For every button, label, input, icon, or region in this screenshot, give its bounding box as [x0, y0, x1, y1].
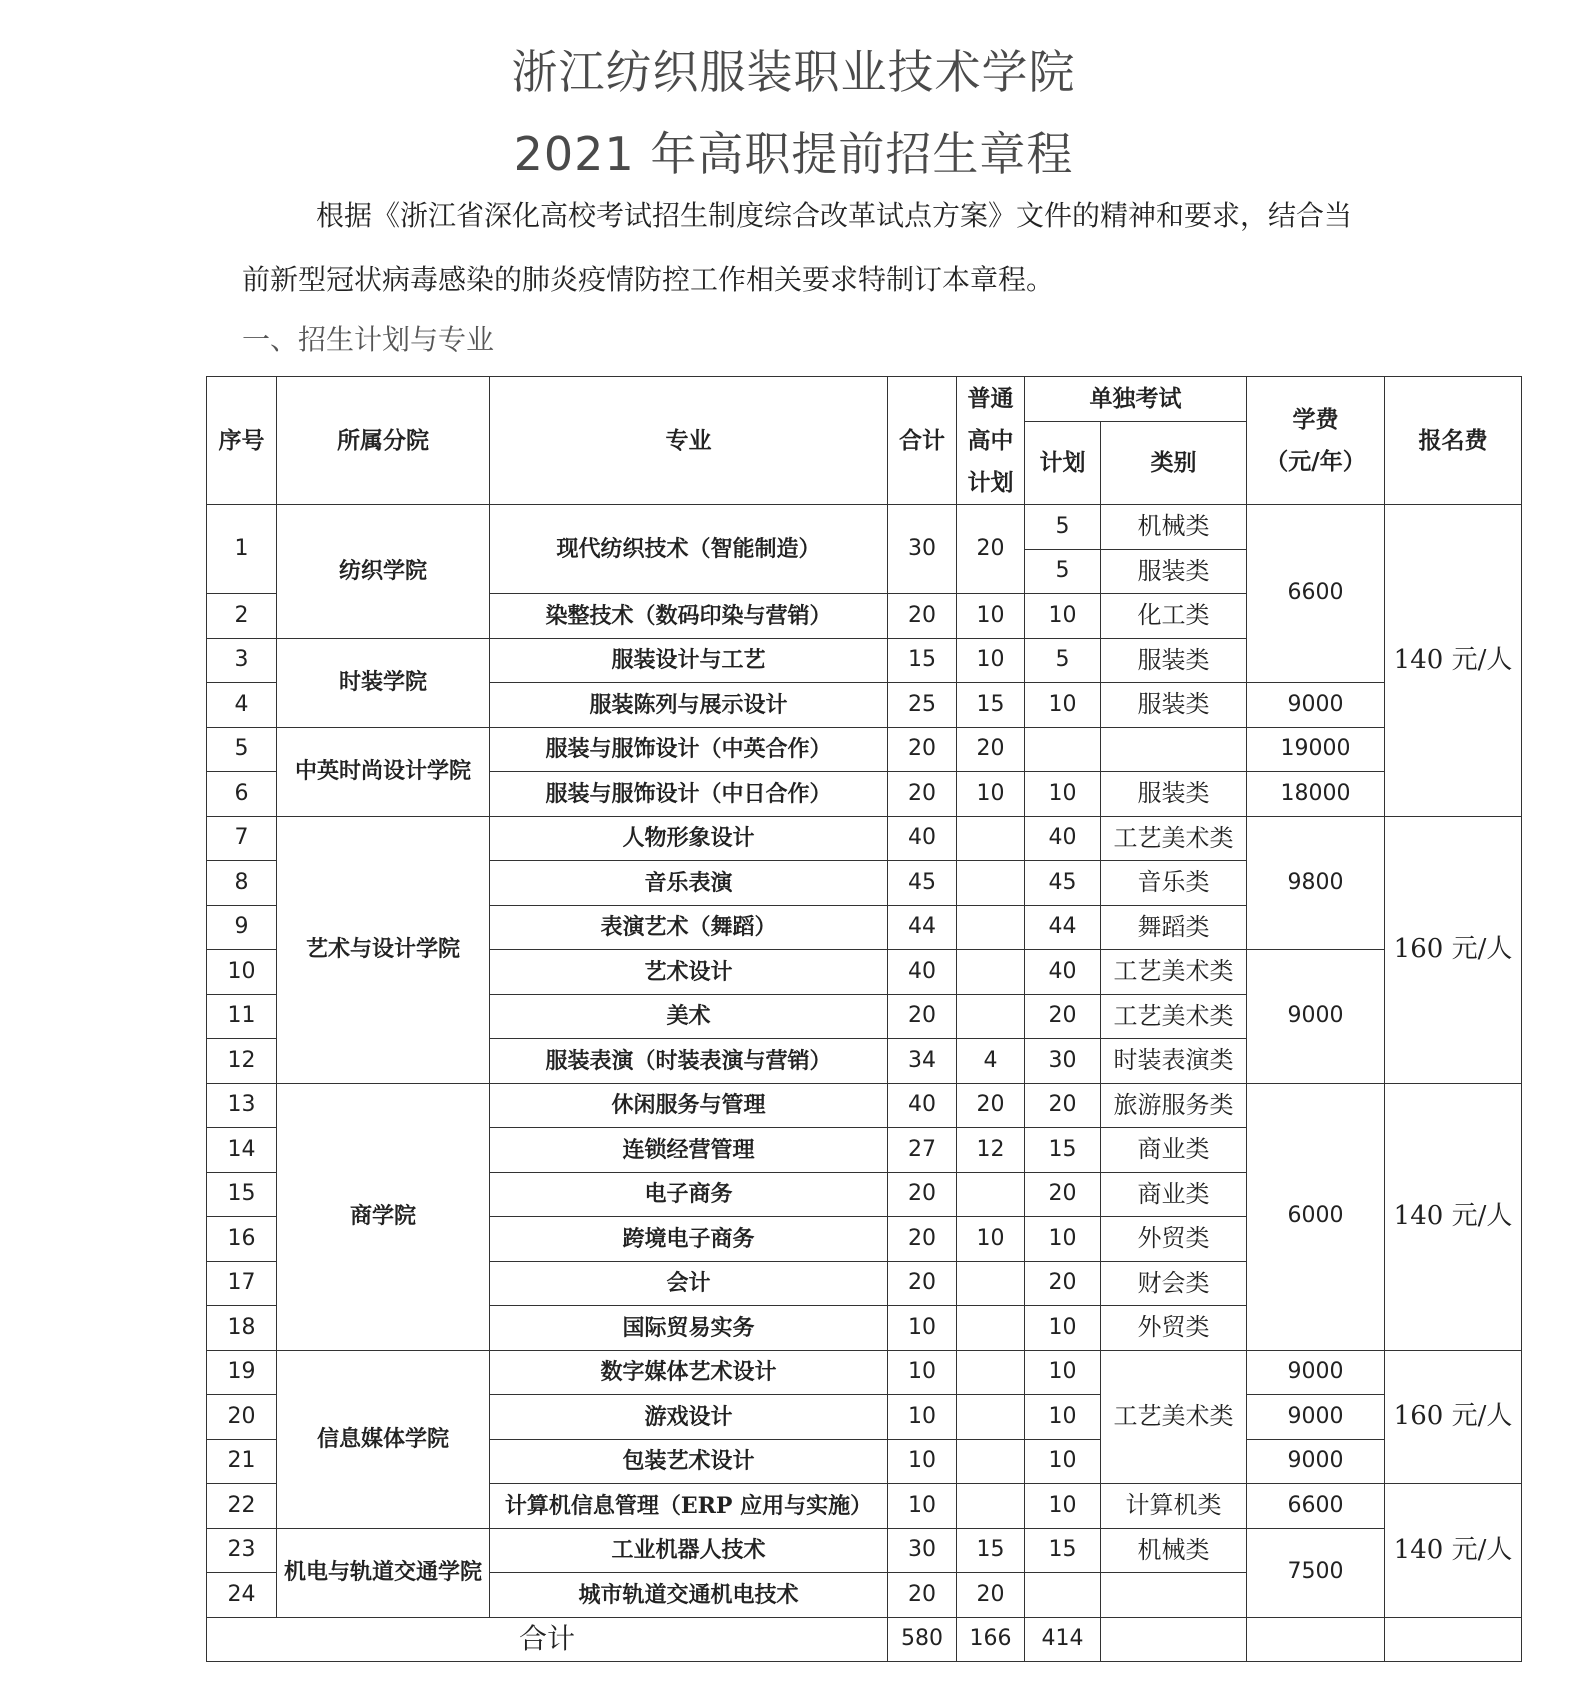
table-cell: 5	[207, 727, 277, 772]
table-cell: 20	[1025, 1172, 1101, 1217]
table-cell: 10	[1025, 1350, 1101, 1395]
tuition-cell: 6600	[1247, 505, 1385, 683]
table-cell: 34	[888, 1039, 957, 1084]
table-cell	[957, 994, 1025, 1039]
table-cell: 表演艺术（舞蹈）	[490, 905, 888, 950]
table-cell: 11	[207, 994, 277, 1039]
table-cell: 40	[1025, 950, 1101, 995]
table-cell	[1247, 1617, 1385, 1662]
table-cell	[957, 861, 1025, 906]
table-cell: 艺术设计	[490, 950, 888, 995]
table-cell: 27	[888, 1128, 957, 1173]
table-cell	[957, 1439, 1025, 1484]
tuition-cell: 7500	[1247, 1528, 1385, 1617]
table-row	[207, 727, 1522, 772]
table-cell	[957, 816, 1025, 861]
table-cell: 服装表演（时装表演与营销）	[490, 1039, 888, 1084]
table-cell: 10	[957, 772, 1025, 817]
table-cell: 服装类	[1101, 638, 1247, 683]
fee-cell: 160 元/人	[1385, 816, 1522, 1083]
table-cell: 化工类	[1101, 594, 1247, 639]
header-category: 类别	[1101, 422, 1247, 505]
table-cell: 15	[957, 1528, 1025, 1573]
college-cell: 艺术与设计学院	[277, 816, 490, 1083]
document-title-line1: 浙江纺织服装职业技术学院	[511, 45, 1076, 99]
table-cell	[1025, 1573, 1101, 1618]
table-cell: 20	[957, 1573, 1025, 1618]
table-cell: 20	[888, 1573, 957, 1618]
table-cell: 连锁经营管理	[490, 1128, 888, 1173]
table-cell: 5	[1025, 638, 1101, 683]
fee-cell: 140 元/人	[1385, 1484, 1522, 1618]
table-cell: 15	[957, 683, 1025, 728]
totals-general: 166	[957, 1617, 1025, 1662]
table-cell	[957, 905, 1025, 950]
table-cell: 15	[1025, 1528, 1101, 1573]
totals-plan: 414	[1025, 1617, 1101, 1662]
table-cell: 10	[207, 950, 277, 995]
table-cell: 20	[888, 1217, 957, 1262]
table-cell: 20	[888, 772, 957, 817]
college-cell: 中英时尚设计学院	[277, 727, 490, 816]
table-row	[207, 505, 1522, 550]
table-cell: 休闲服务与管理	[490, 1083, 888, 1128]
table-cell: 20	[888, 994, 957, 1039]
table-cell: 10	[1025, 1395, 1101, 1440]
table-cell: 10	[1025, 772, 1101, 817]
table-cell: 7	[207, 816, 277, 861]
college-cell: 机电与轨道交通学院	[277, 1528, 490, 1617]
table-cell	[1025, 727, 1101, 772]
fee-cell: 160 元/人	[1385, 1350, 1522, 1484]
table-row	[207, 816, 1522, 861]
table-cell: 10	[957, 1217, 1025, 1262]
table-cell	[1101, 1573, 1247, 1618]
table-cell: 40	[888, 1083, 957, 1128]
table-cell: 20	[888, 1261, 957, 1306]
table-cell: 10	[1025, 1217, 1101, 1262]
table-cell: 18	[207, 1306, 277, 1351]
header-fee: 报名费	[1385, 377, 1522, 505]
table-cell: 工艺美术类	[1101, 994, 1247, 1039]
document-title-line2: 2021 年高职提前招生章程	[513, 127, 1074, 181]
totals-row	[207, 1617, 1522, 1662]
table-cell: 染整技术（数码印染与营销）	[490, 594, 888, 639]
header-college: 所属分院	[277, 377, 490, 505]
table-cell	[1101, 727, 1247, 772]
table-cell: 人物形象设计	[490, 816, 888, 861]
table-cell: 6	[207, 772, 277, 817]
table-cell: 音乐表演	[490, 861, 888, 906]
tuition-cell: 9800	[1247, 816, 1385, 950]
college-cell: 纺织学院	[277, 505, 490, 639]
table-cell: 30	[888, 505, 957, 594]
table-cell: 20	[1025, 994, 1101, 1039]
table-cell: 10	[1025, 1439, 1101, 1484]
table-cell: 10	[1025, 1306, 1101, 1351]
table-cell: 23	[207, 1528, 277, 1573]
table-cell: 音乐类	[1101, 861, 1247, 906]
fee-cell: 140 元/人	[1385, 1083, 1522, 1350]
college-cell: 时装学院	[277, 638, 490, 727]
table-cell: 美术	[490, 994, 888, 1039]
table-cell: 40	[888, 816, 957, 861]
table-cell	[1385, 1617, 1522, 1662]
table-cell	[957, 1172, 1025, 1217]
table-cell	[1101, 1617, 1247, 1662]
table-cell: 服装与服饰设计（中日合作）	[490, 772, 888, 817]
table-cell: 25	[888, 683, 957, 728]
table-cell: 10	[888, 1439, 957, 1484]
table-cell: 舞蹈类	[1101, 905, 1247, 950]
table-cell: 3	[207, 638, 277, 683]
intro-paragraph: 根据《浙江省深化高校考试招生制度综合改革试点方案》文件的精神和要求，结合当前新型冠状病毒感染的肺炎疫情防控工作相关要求特制订本章程。	[242, 199, 1353, 296]
table-cell: 19000	[1247, 727, 1385, 772]
table-cell: 工业机器人技术	[490, 1528, 888, 1573]
table-cell: 机械类	[1101, 1528, 1247, 1573]
table-cell: 20	[207, 1395, 277, 1440]
table-cell: 5	[1025, 505, 1101, 550]
table-cell: 30	[888, 1528, 957, 1573]
table-cell: 15	[207, 1172, 277, 1217]
major-cell: 现代纺织技术（智能制造）	[490, 505, 888, 594]
table-cell: 4	[207, 683, 277, 728]
table-cell: 旅游服务类	[1101, 1083, 1247, 1128]
totals-total: 580	[888, 1617, 957, 1662]
table-cell: 20	[1025, 1083, 1101, 1128]
table-cell: 16	[207, 1217, 277, 1262]
table-cell: 跨境电子商务	[490, 1217, 888, 1262]
header-row-1	[207, 377, 1522, 422]
table-cell: 5	[1025, 549, 1101, 594]
table-cell: 10	[888, 1395, 957, 1440]
table-cell: 商业类	[1101, 1128, 1247, 1173]
table-cell	[957, 1484, 1025, 1529]
table-cell: 10	[888, 1306, 957, 1351]
table-cell: 9000	[1247, 683, 1385, 728]
table-cell: 10	[888, 1350, 957, 1395]
table-cell: 20	[957, 505, 1025, 594]
table-cell: 服装类	[1101, 549, 1247, 594]
header-major: 专业	[490, 377, 888, 505]
table-cell: 20	[888, 727, 957, 772]
table-cell: 2	[207, 594, 277, 639]
table-cell: 19	[207, 1350, 277, 1395]
table-cell: 22	[207, 1484, 277, 1529]
table-cell: 40	[1025, 816, 1101, 861]
table-cell: 10	[1025, 683, 1101, 728]
table-cell: 24	[207, 1573, 277, 1618]
table-cell: 9	[207, 905, 277, 950]
table-cell: 工艺美术类	[1101, 950, 1247, 995]
table-cell: 4	[957, 1039, 1025, 1084]
table-cell: 包装艺术设计	[490, 1439, 888, 1484]
table-cell: 计算机类	[1101, 1484, 1247, 1529]
college-cell: 商学院	[277, 1083, 490, 1350]
table-cell: 工艺美术类	[1101, 816, 1247, 861]
table-cell: 服装陈列与展示设计	[490, 683, 888, 728]
header-tuition: 学费 （元/年）	[1247, 377, 1385, 505]
table-cell: 10	[957, 594, 1025, 639]
table-cell: 服装类	[1101, 683, 1247, 728]
totals-label: 合计	[207, 1617, 888, 1662]
table-cell: 9000	[1247, 1350, 1385, 1395]
table-cell	[957, 1350, 1025, 1395]
table-cell: 20	[957, 727, 1025, 772]
table-cell: 10	[1025, 1484, 1101, 1529]
table-cell: 10	[888, 1484, 957, 1529]
table-cell: 城市轨道交通机电技术	[490, 1573, 888, 1618]
table-cell: 时装表演类	[1101, 1039, 1247, 1084]
category-cell: 工艺美术类	[1101, 1350, 1247, 1484]
table-cell: 14	[207, 1128, 277, 1173]
table-cell: 12	[207, 1039, 277, 1084]
section-heading: 一、招生计划与专业	[242, 323, 495, 356]
table-cell: 9000	[1247, 1439, 1385, 1484]
table-cell: 30	[1025, 1039, 1101, 1084]
table-cell: 电子商务	[490, 1172, 888, 1217]
header-seq: 序号	[207, 377, 277, 505]
table-cell: 12	[957, 1128, 1025, 1173]
table-cell: 44	[888, 905, 957, 950]
table-cell	[957, 1261, 1025, 1306]
table-cell: 40	[888, 950, 957, 995]
table-cell: 18000	[1247, 772, 1385, 817]
table-cell: 服装设计与工艺	[490, 638, 888, 683]
header-single-exam: 单独考试	[1025, 377, 1247, 422]
table-cell: 20	[888, 1172, 957, 1217]
table-cell: 外贸类	[1101, 1306, 1247, 1351]
table-cell: 服装类	[1101, 772, 1247, 817]
table-cell: 8	[207, 861, 277, 906]
table-cell: 20	[888, 594, 957, 639]
table-cell: 45	[888, 861, 957, 906]
table-cell: 1	[207, 505, 277, 594]
table-cell: 国际贸易实务	[490, 1306, 888, 1351]
header-total: 合计	[888, 377, 957, 505]
table-cell: 20	[1025, 1261, 1101, 1306]
table-row	[207, 1528, 1522, 1573]
table-cell: 21	[207, 1439, 277, 1484]
table-cell: 6600	[1247, 1484, 1385, 1529]
header-general-plan: 普通 高中 计划	[957, 377, 1025, 505]
table-cell: 会计	[490, 1261, 888, 1306]
enrollment-plan-table	[206, 376, 1522, 1662]
header-plan: 计划	[1025, 422, 1101, 505]
table-row	[207, 1350, 1522, 1395]
table-cell: 游戏设计	[490, 1395, 888, 1440]
table-cell: 44	[1025, 905, 1101, 950]
table-cell: 商业类	[1101, 1172, 1247, 1217]
table-cell: 10	[957, 638, 1025, 683]
table-cell: 10	[1025, 594, 1101, 639]
table-cell: 计算机信息管理（ERP 应用与实施）	[490, 1484, 888, 1529]
table-cell: 17	[207, 1261, 277, 1306]
table-cell: 15	[888, 638, 957, 683]
college-cell: 信息媒体学院	[277, 1350, 490, 1528]
tuition-cell: 9000	[1247, 950, 1385, 1084]
table-cell: 服装与服饰设计（中英合作）	[490, 727, 888, 772]
table-cell: 财会类	[1101, 1261, 1247, 1306]
table-cell	[957, 1395, 1025, 1440]
tuition-cell: 6000	[1247, 1083, 1385, 1350]
table-cell: 机械类	[1101, 505, 1247, 550]
table-cell	[957, 950, 1025, 995]
table-cell: 9000	[1247, 1395, 1385, 1440]
table-cell: 20	[957, 1083, 1025, 1128]
table-cell: 数字媒体艺术设计	[490, 1350, 888, 1395]
table-cell: 外贸类	[1101, 1217, 1247, 1262]
table-cell: 45	[1025, 861, 1101, 906]
table-cell: 15	[1025, 1128, 1101, 1173]
table-cell	[957, 1306, 1025, 1351]
fee-cell: 140 元/人	[1385, 505, 1522, 817]
table-row	[207, 1083, 1522, 1128]
table-cell: 13	[207, 1083, 277, 1128]
